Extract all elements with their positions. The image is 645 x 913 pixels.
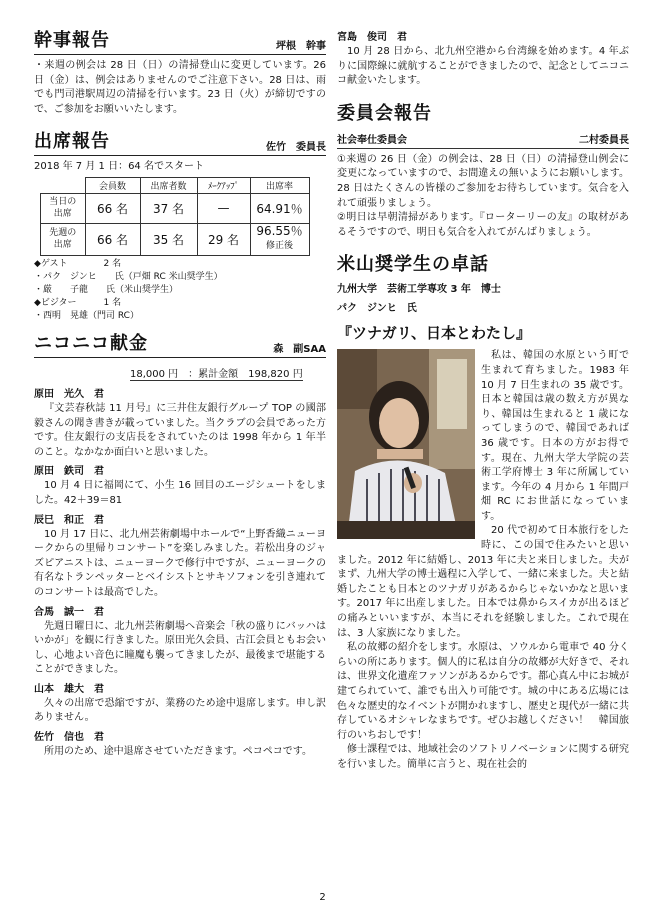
scholar-title: 米山奨学生の卓話 [337, 254, 489, 276]
donor-text: 先週日曜日に、北九州芸術劇場へ音楽会「秋の盛りにバッハはいかが」を観に行きました。原田光久会員、古江会員ともお会いし、心地よい音色に瞳魔も襲ってきましたが、最後まで堪能することができました。 [34, 620, 326, 676]
donor-name: 山本 雄大 君 [34, 683, 104, 695]
visitor-header: ◆ビジター 1 名 [34, 297, 122, 308]
committee-item: ②明日は早朝清掃があります。『ローターリーの友』の取材があるそうですので、明日も気合を入れてがんばりましょう。 [337, 212, 629, 238]
speaker-photo [337, 349, 475, 539]
speech-paragraph: 20 代で初めて日本旅行をした時に、この国で住みたいと思いました。2012 年に結婚し、2013 年に夫と来日しました。夫がまず、九州大学の博士過程に入学して、一緒に来ました。夫と結婚したことも日本とのツナガリがあるからじゃないかなと思います。2017 年に出産しました。日本では鼻からスイカが出るほどの痛みといいますが、本当にそれを経験しました。これで現在は、3 人家族になりました。 [337, 525, 629, 639]
cell-rate: 64.91％ [250, 193, 309, 223]
guest-item: ・厳 子龍 氏（米山奨学生） [34, 284, 179, 295]
donor-name: 合馬 誠一 君 [34, 606, 104, 618]
attendance-table [40, 177, 310, 256]
donor-text: 10 月 4 日に福岡にて、小生 16 回目のエージシュートをしました。42＋39＝81 [34, 480, 326, 506]
attendance-title: 出席報告 [34, 131, 110, 153]
speech-paragraph: 修士課程では、地域社会のソフトリノベーションに関する研究を行いました。簡単に言うと、現在社会的 [337, 744, 629, 770]
header-makeup: ﾒｰｸｱｯﾌﾟ [197, 177, 250, 193]
kanji-report-title: 幹事報告 [34, 30, 110, 51]
donation-totals: 18,000 円 ：累計金額 198,820 円 [130, 365, 303, 381]
right-column [337, 30, 629, 773]
donor-text: 10 月 28 日から、北九州空港から台湾線を始めます。4 年ぶりに国際線に就航することができましたので、記念としてニコニコ献金いたします。 [337, 46, 629, 87]
donor-text: 久々の出席で恐縮ですが、業務のため途中退席します。申し訳ありません。 [34, 697, 326, 724]
committee-subheader [337, 131, 629, 149]
kanji-report-header [34, 30, 326, 55]
donor-name: 佐竹 信也 君 [34, 732, 104, 744]
committee-title: 委員会報告 [337, 102, 432, 124]
visitor-item: ・西明 晃雄（門司 RC） [34, 310, 139, 321]
speech-title: 『ツナガリ、日本とわたし』 [337, 324, 531, 343]
donor-name: 宮島 俊司 君 [337, 32, 407, 43]
committee-header [337, 103, 629, 127]
left-column [34, 30, 326, 760]
cell-rate: 96.55％ [256, 224, 303, 239]
speech-paragraph: 私は、韓国の水原という町で生まれて育ちました。1983 年 10 月 7 日生まれの 35 歳です。日本と韓国は歳の数え方が異なり、韓国は生まれると 1 歳になってしまうので、韓国であれば 36 歳です。日本の方がお得です。現在、九州大学大学院の芸術工学府博士 3 年に所属しています。今年の 4 月から 1 年間戸畑 RC にお世話になっています。 [481, 350, 629, 522]
header-rate: 出席率 [250, 177, 309, 193]
cell-members: 66 名 [85, 223, 140, 255]
table-row: 当日の 出席 66 名 37 名 — 64.91％ [41, 193, 310, 223]
guest-header: ◆ゲスト 2 名 [34, 258, 122, 269]
attendance-header [34, 131, 326, 156]
header-present: 出席者数 [140, 177, 197, 193]
donor-text: 10 月 17 日に、北九州芸術劇場中ホールで“上野香織ニューヨークからの里帰りコンサート”を楽しみました。若松出身のジャズピアニストは、ニューヨークで修行中ですが、ニューヨークの有名なトランペッターとベイシストとサキソフォンを引き連れてのコンサートは最高でした。 [34, 528, 326, 598]
kanji-report-text: ・来週の例会は 28 日（日）の清掃登山に変更しています。26 日（金）は、例会はありませんのでご注意下さい。28 日は、雨でも門司港駅周辺の清掃を行います。23 日（火）が締切ですので、ご参加をお願いいたします。 [34, 60, 326, 115]
cell-present: 35 名 [140, 223, 197, 255]
cell-present: 37 名 [140, 193, 197, 223]
scholar-header [337, 254, 629, 278]
committee-chair: 二村委員長 [579, 134, 629, 146]
cell-makeup: 29 名 [197, 223, 250, 255]
committee-name: 社会奉仕委員会 [337, 134, 407, 146]
donor-name: 原田 鉄司 君 [34, 466, 104, 478]
donor-text: 所用のため、途中退席させていただきます。ペコペコです。 [44, 746, 312, 758]
donor-name: 辰巳 和正 君 [34, 514, 104, 526]
niko-header [34, 333, 326, 358]
cell-members: 66 名 [85, 193, 140, 223]
page-number: 2 [319, 892, 326, 903]
niko-title: ニコニコ献金 [34, 332, 148, 354]
scholar-affiliation: 九州大学 芸術工学専攻 3 年 博士 [337, 284, 501, 296]
guest-item: ・パク ジンヒ 氏（戸畑 RC 米山奨学生） [34, 271, 223, 282]
header-members: 会員数 [85, 177, 140, 193]
speech-paragraph: 私の故郷の紹介をします。水原は、ソウルから電車で 40 分くらいの所にあります。個人的に私は自分の故郷が大好きで、それは、世界文化遺産ファソンがあるからです。都心真ん中にお城が建てられていて、誰でも出入り可能です。城の中にある広場には色々な歴史的なイベントが開かれますし、歴史と現代が一緒に共存しているオシャレなまちです。ぜひお越しください！ 韓国旅行のいちおしです！ [337, 642, 629, 741]
donor-name: 原田 光久 君 [34, 388, 104, 400]
kanji-report-author: 坪根 幹事 [276, 41, 326, 52]
donor-text: 『文芸春秋誌 11 月号』に三井住友銀行グループ TOP の國部毅さんの聞き書きが載っていました。当クラブの会員であった方です。住友銀行の支店長をされていたのは 1998 年から 1 年半のこと。なかなか面白いと思いました。 [34, 402, 326, 458]
niko-author: 森 副SAA [273, 343, 326, 355]
committee-item: ①来週の 26 日（金）の例会は、28 日（日）の清掃登山例会に変更になっていますので、お間違えの無いようにお願いします。28 日はたくさんの皆様のご参加をお待ちしています。気合を入れて頑張りましょう。 [337, 153, 629, 209]
cell-makeup: — [197, 193, 250, 223]
attendance-author: 佐竹 委員長 [266, 142, 326, 154]
attendance-start-line: 2018 年 7 月 1 日：64 名でスタート [34, 161, 204, 173]
cell-note: 修正後 [265, 241, 293, 252]
table-row: 先週の 出席 66 名 35 名 29 名 96.55％ 修正後 [41, 223, 310, 255]
speaker-photo-image [337, 349, 475, 539]
scholar-name: パク ジンヒ 氏 [337, 303, 417, 315]
